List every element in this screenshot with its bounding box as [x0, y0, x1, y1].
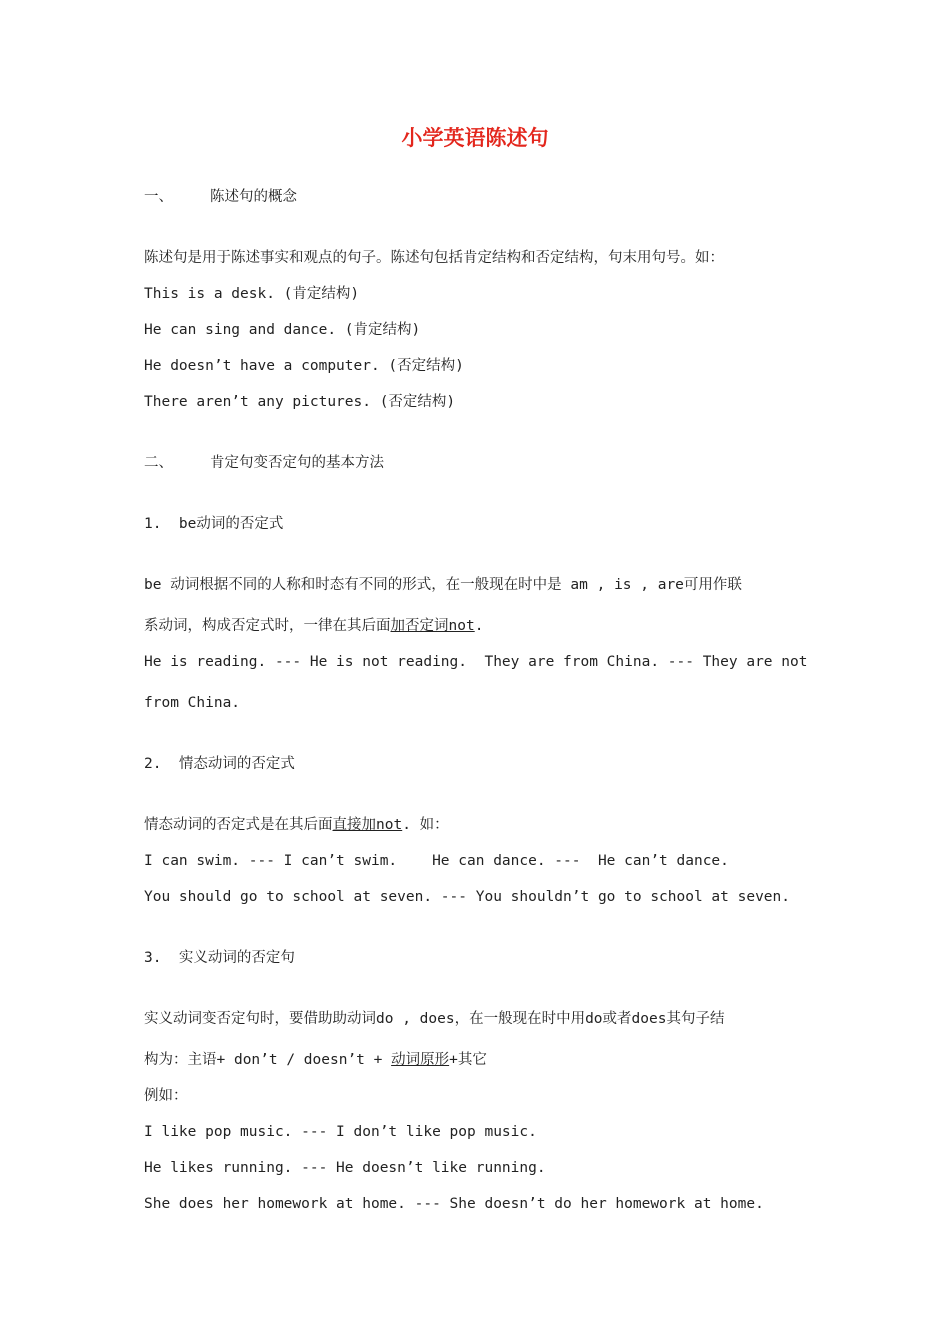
example-line: He doesn’t have a computer. (否定结构) [144, 358, 464, 374]
example-line: He likes running. --- He doesn’t like running. [144, 1160, 546, 1176]
text-run: 系动词，构成否定式时，一律在其后面 [144, 618, 391, 634]
text-run: 构为：主语+ don’t / doesn’t + [144, 1052, 392, 1068]
section-number: 二、 [144, 455, 173, 471]
example-intro: 例如： [144, 1088, 188, 1104]
text-run: . 如： [402, 817, 449, 833]
example-line: There aren’t any pictures. (否定结构) [144, 394, 456, 410]
section-number: 一、 [144, 189, 173, 205]
example-line: He is reading. --- He is not reading. They are from China. --- They are not [144, 654, 808, 670]
subsection-3-heading: 3. 实义动词的否定句 [144, 950, 295, 966]
section-2-heading [144, 453, 806, 473]
example-line: from China. [144, 695, 241, 711]
example-line: She does her homework at home. --- She doesn’t do her homework at home. [144, 1196, 764, 1212]
example-line: He can sing and dance. (肯定结构) [144, 322, 421, 338]
paragraph-main-verb-line1: 实义动词变否定句时，要借助助动词do , does，在一般现在时中用do或者does其句子结 [144, 1011, 725, 1027]
underlined-rule: 直接加not [332, 817, 403, 833]
paragraph-be-verb-line1: be 动词根据不同的人称和时态有不同的形式，在一般现在时中是 am , is , are可用作联 [144, 577, 742, 593]
section-1-heading [144, 187, 806, 207]
section-title: 陈述句的概念 [210, 189, 297, 205]
example-line: I can swim. --- I can’t swim. He can dance. --- He can’t dance. [144, 853, 729, 869]
subsection-1-heading: 1. be动词的否定式 [144, 516, 284, 532]
paragraph-modal-verb [144, 815, 806, 835]
text-run: . [474, 618, 484, 634]
paragraph-main-verb-line2 [144, 1050, 806, 1070]
underlined-rule: 动词原形 [391, 1052, 450, 1068]
underlined-rule: 加否定词not [390, 618, 475, 634]
text-run: +其它 [449, 1052, 487, 1068]
example-line: I like pop music. --- I don’t like pop music. [144, 1124, 537, 1140]
example-line: You should go to school at seven. --- You shouldn’t go to school at seven. [144, 889, 791, 905]
section-title: 肯定句变否定句的基本方法 [210, 455, 384, 471]
paragraph-definition: 陈述句是用于陈述事实和观点的句子。陈述句包括肯定结构和否定结构，句末用句号。如： [144, 250, 724, 266]
subsection-2-heading: 2. 情态动词的否定式 [144, 756, 295, 772]
paragraph-be-verb-line2 [144, 616, 806, 636]
document-title: 小学英语陈述句 [401, 126, 549, 150]
example-line: This is a desk. (肯定结构) [144, 286, 360, 302]
text-run: 情态动词的否定式是在其后面 [144, 817, 333, 833]
